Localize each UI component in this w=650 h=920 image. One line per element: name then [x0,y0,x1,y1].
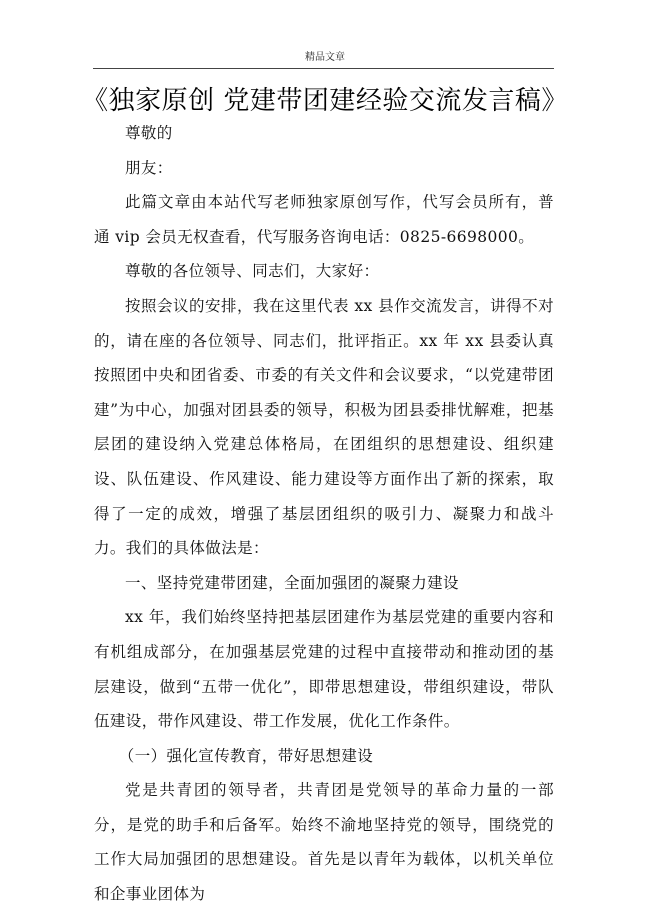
greeting-paragraph: 尊敬的各位领导、同志们，大家好： [125,262,380,281]
document-title: 《独家原创 党建带团建经验交流发言稿》 [82,86,568,116]
subsection-1-heading: （一）强化宣传教育，带好思想建设 [118,746,374,765]
section-1-heading: 一、坚持党建带团建，全面加强团的凝聚力建设 [125,573,459,592]
notice-paragraph: 此篇文章由本站代写老师独家原创写作，代写会员所有，普通 vip 会员无权查看，代写服务咨询电话：0825-6698000。 [94,193,554,246]
salutation-line-1: 尊敬的 [125,124,173,142]
section-1-paragraph: xx 年，我们始终坚持把基层团建作为基层党建的重要内容和有机组成部分，在加强基层党建的过程中直接带动和推动团的基层建设，做到“五带一优化”，即带思想建设，带组织建设，带队伍建设，带作风建设、带工作发展，优化工作条件。 [94,608,554,731]
subsection-1-paragraph: 党是共青团的领导者，共青团是党领导的革命力量的一部分，是党的助手和后备军。始终不渝地坚持党的领导，围绕党的工作大局加强团的思想建设。首先是以青年为载体，以机关单位和企事业团体为 [94,781,554,904]
page-header: 精品文章 [305,52,345,63]
intro-paragraph: 按照会议的安排，我在这里代表 xx 县作交流发言，讲得不对的，请在座的各位领导、同志们，批评指正。xx 年 xx 县委认真按照团中央和团省委、市委的有关文件和会议要求，“以党建带团建”为中心，加强对团县委的领导，积极为团县委排忧解难，把基层团的建设纳入党建总体格局，在团组织的思想建设、组织建设、队伍建设、作风建设、能力建设等方面作出了新的探索，取得了一定的成效，增强了基层团组织的吸引力、凝聚力和战斗力。我们的具体做法是： [94,296,554,558]
document-body [94,116,554,912]
salutation-line-2: 朋友： [125,158,173,177]
header-divider [93,68,554,69]
